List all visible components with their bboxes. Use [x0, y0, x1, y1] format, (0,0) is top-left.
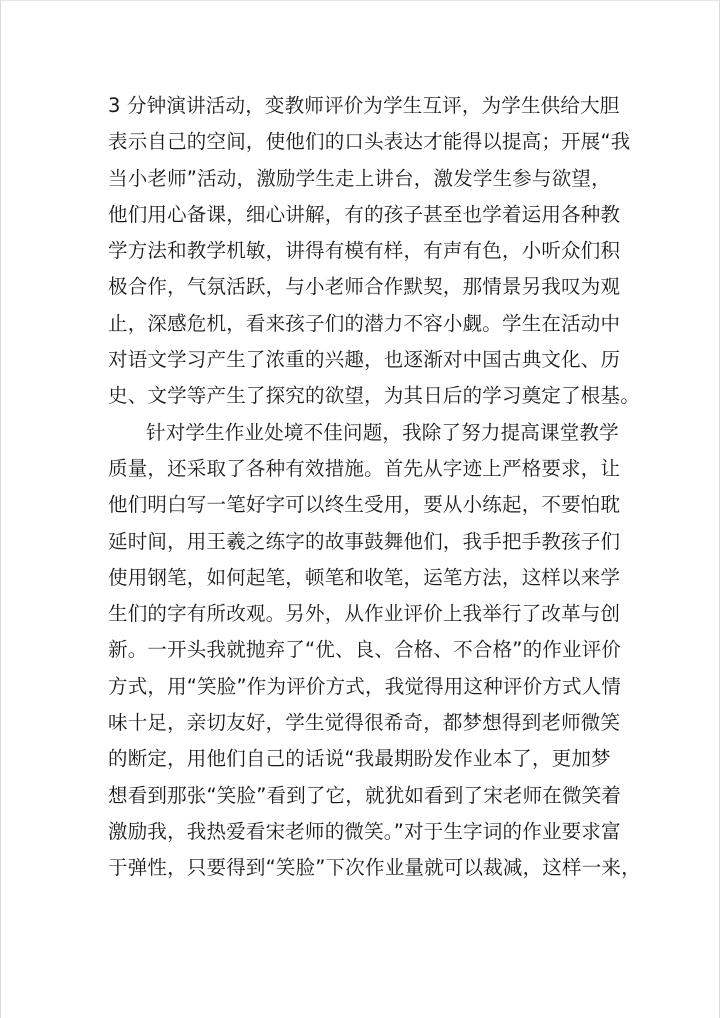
text-line: 延时间，用王羲之练字的故事鼓舞他们，我手把手教孩子们 — [108, 529, 621, 553]
text-line: 史、文学等产生了探究的欲望，为其日后的学习奠定了根基。 — [108, 384, 640, 408]
text-line: 新。一开头我就抛弃了“优、良、合格、不合格”的作业评价 — [108, 638, 622, 662]
text-line: 想看到那张“笑脸”看到了它，就犹如看到了宋老师在微笑着 — [108, 783, 622, 807]
text-line: 极合作，气氛活跃，与小老师合作默契，那情景另我叹为观 — [108, 275, 621, 299]
text-line: 味十足，亲切友好，学生觉得很希奇，都梦想得到老师微笑 — [108, 711, 621, 735]
text-line: 质量，还采取了各种有效措施。首先从字迹上严格要求，让 — [108, 456, 621, 480]
text-line: 他们用心备课，细心讲解，有的孩子甚至也学着运用各种教 — [108, 202, 621, 226]
text-line: 当小老师”活动，激励学生走上讲台，激发学生参与欲望， — [108, 166, 611, 190]
text-line: 方式，用“笑脸”作为评价方式，我觉得用这种评价方式人情 — [108, 674, 622, 698]
text-line: 生们的字有所改观。另外，从作业评价上我举行了改革与创 — [108, 602, 621, 626]
text-line: 的断定，用他们自己的话说“我最期盼发作业本了，更加梦 — [108, 747, 611, 771]
page-edge-top — [0, 0, 720, 1]
text-line: 学方法和教学机敏，讲得有模有样，有声有色，小听众们积 — [108, 239, 621, 263]
page-edge-left — [0, 0, 1, 1018]
text-line: 表示自己的空间，使他们的口头表达才能得以提高；开展“我 — [108, 130, 631, 154]
document-body — [108, 88, 641, 887]
text-line: 止，深感危机，看来孩子们的潜力不容小觑。学生在活动中 — [108, 311, 621, 335]
text-line: 激励我，我热爱看宋老师的微笑。”对于生字词的作业要求富 — [108, 819, 621, 843]
text-line: 他们明白写一笔好字可以终生受用，要从小练起，不要怕耽 — [108, 493, 621, 517]
text-line: 对语文学习产生了浓重的兴趣，也逐渐对中国古典文化、历 — [108, 348, 621, 372]
text-line: 使用钢笔，如何起笔，顿笔和收笔，运笔方法，这样以来学 — [108, 565, 621, 589]
paragraph-start-line: 针对学生作业处境不佳问题，我除了努力提高课堂教学 — [146, 420, 619, 444]
text-line: 于弹性，只要得到“笑脸”下次作业量就可以裁减，这样一来， — [108, 856, 641, 880]
text-line: 3 分钟演讲活动，变教师评价为学生互评，为学生供给大胆 — [108, 94, 620, 117]
